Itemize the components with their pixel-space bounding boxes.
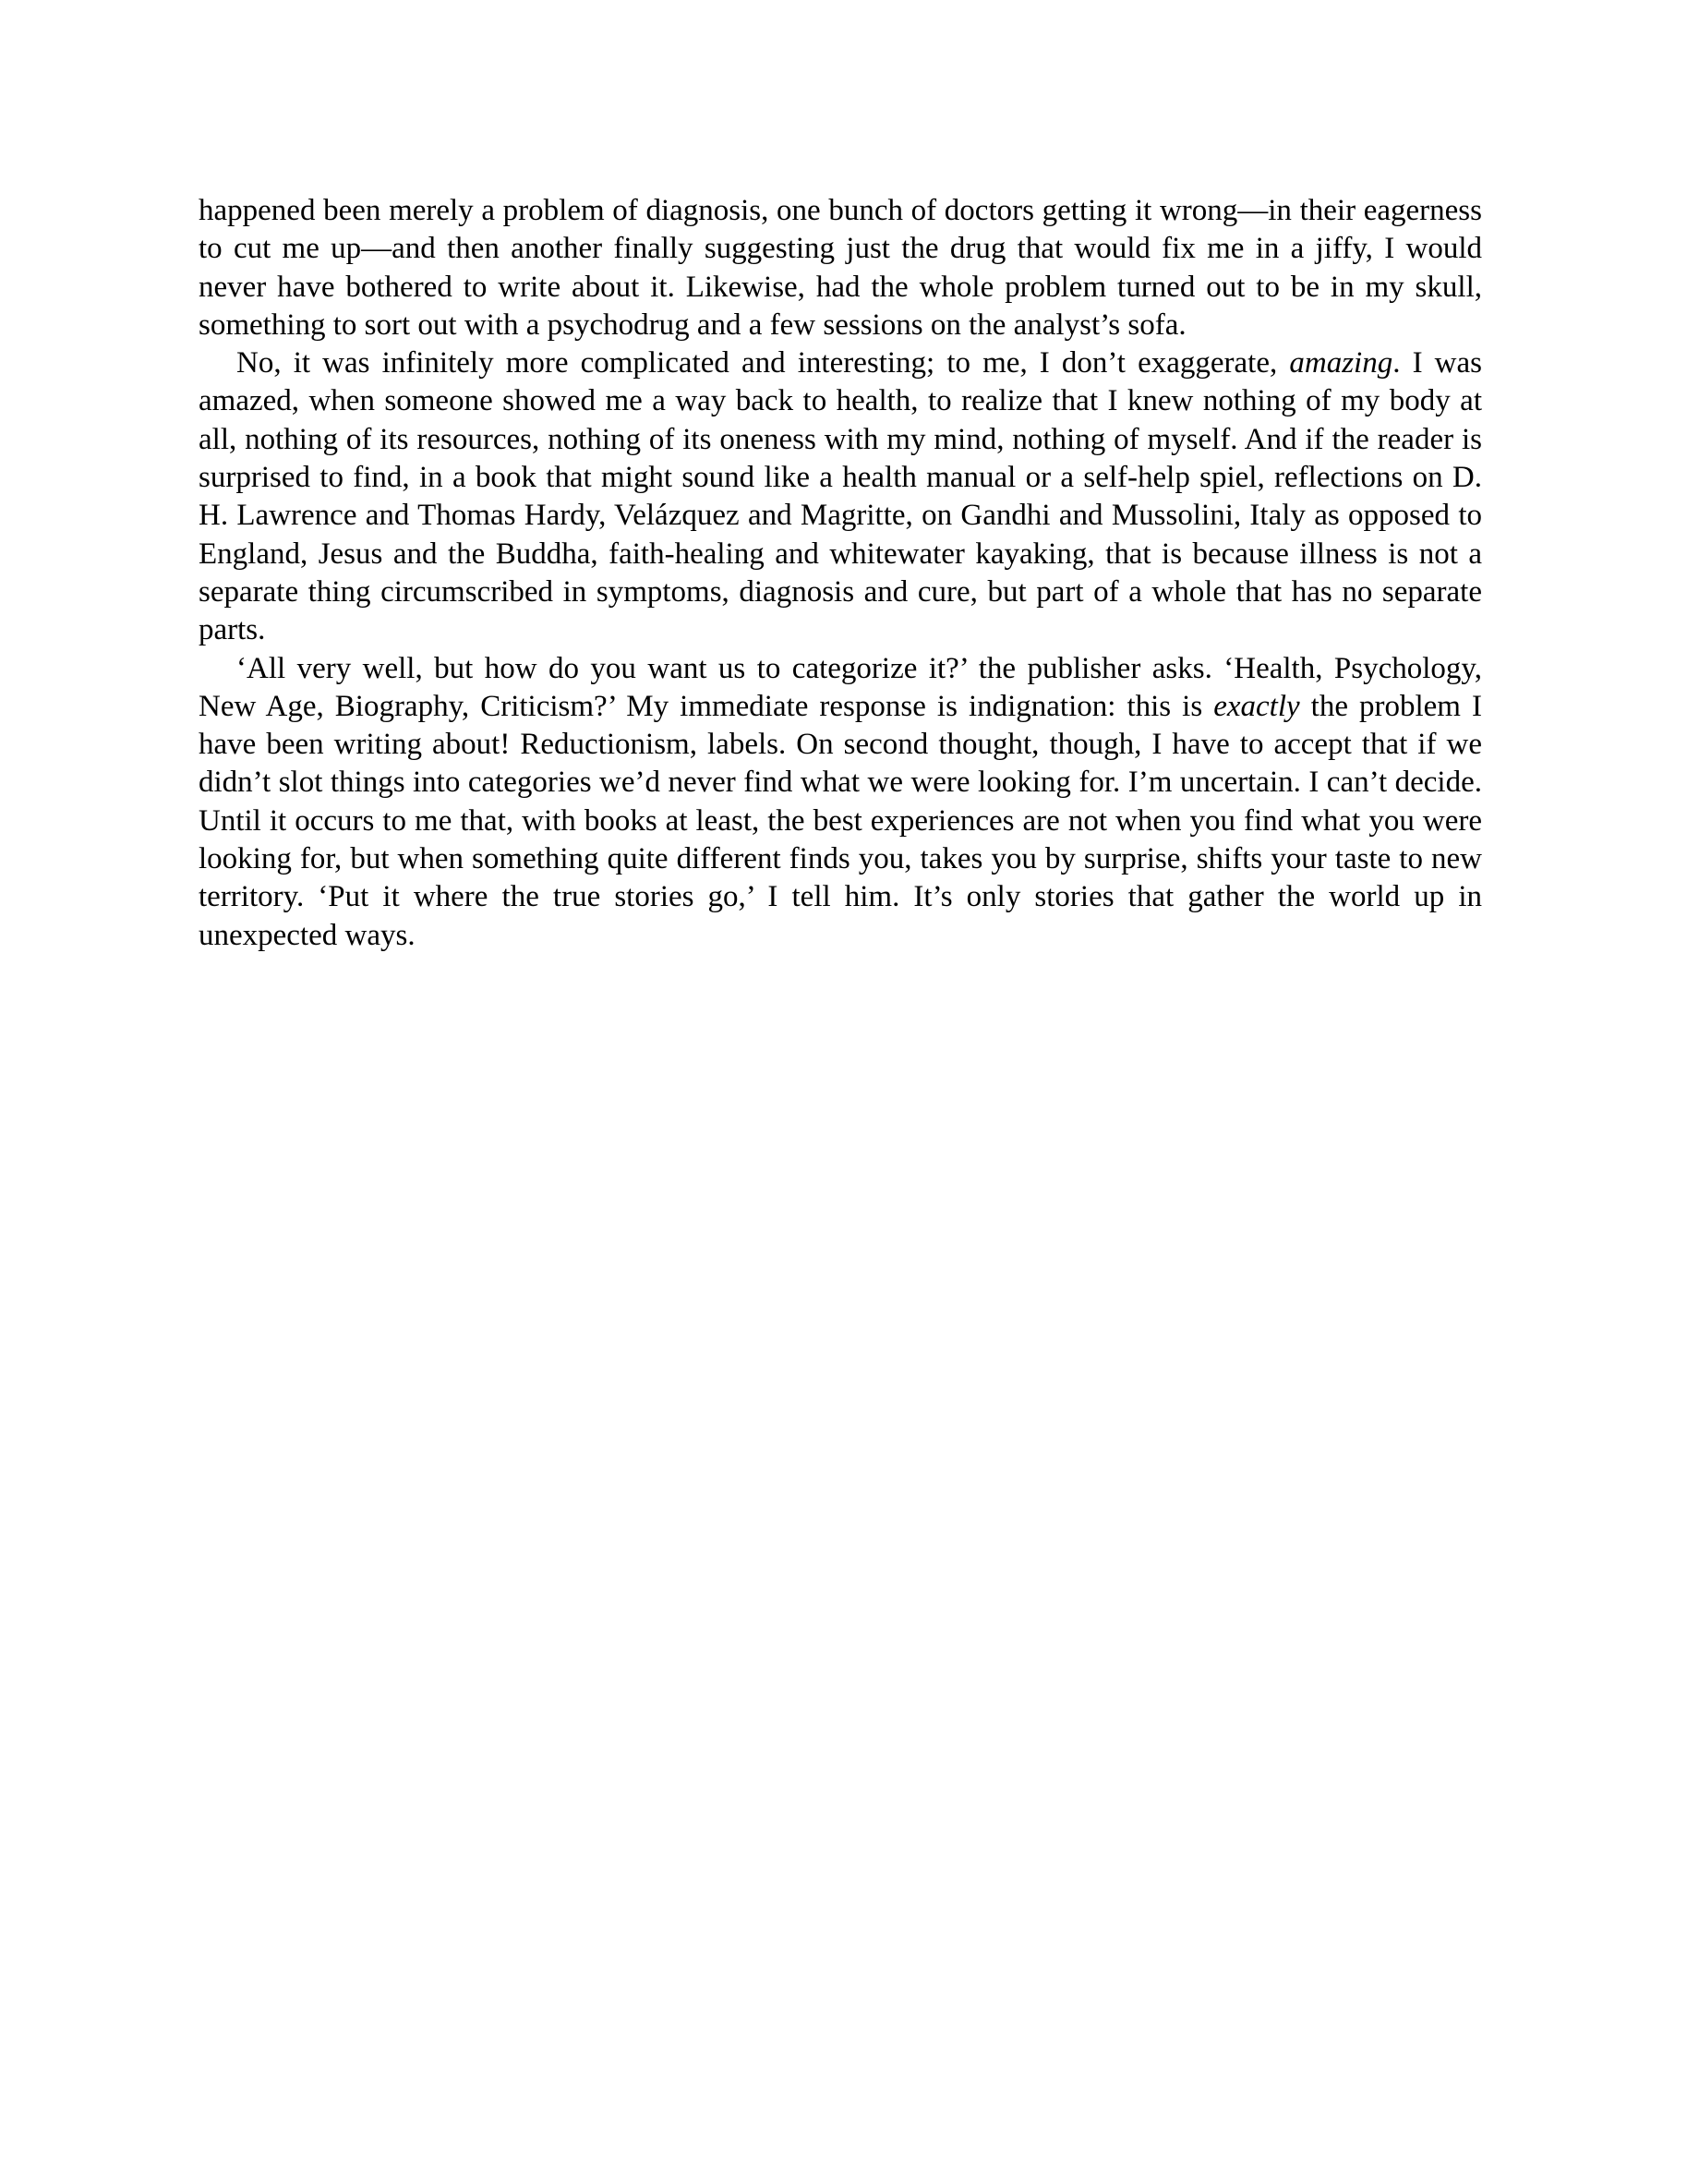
paragraph-3 — [199, 650, 1482, 955]
paragraph-2-text-after: . I was amazed, when someone showed me a way back to health, to realize that I knew nothing of my body at all, nothing of its resources, nothing of its oneness with my mind, nothing of myself. And if the reader is surprised to find, in a book that might sound like a health manual or a self-help spiel, reflections on D. H. Lawrence and Thomas Hardy, Velázquez and Magritte, on Gandhi and Mussolini, Italy as opposed to England, Jesus and the Buddha, faith-healing and whitewater kayaking, that is because illness is not a separate thing circumscribed in symptoms, diagnosis and cure, but part of a whole that has no separate parts. — [199, 346, 1482, 647]
paragraph-2-text-before: No, it was infinitely more complicated and interesting; to me, I don’t exaggerate, — [236, 346, 1290, 380]
paragraph-3-italic-word: exactly — [1213, 689, 1300, 723]
paragraph-2 — [199, 344, 1482, 649]
paragraph-3-text-before: ‘All very well, but how do you want us to categorize it?’ the publisher asks. ‘Health, Psychology, New Age, Biography, Criticism?’ My immediate response is indignation: this is — [199, 651, 1482, 723]
paragraph-1 — [199, 192, 1482, 344]
paragraph-1-text: happened been merely a problem of diagnosis, one bunch of doctors getting it wrong—in their eagerness to cut me up—and then another finally suggesting just the drug that would fix me in a jiffy, I would never have bothered to write about it. Likewise, had the whole problem turned out to be in my skull, something to sort out with a psychodrug and a few sessions on the analyst’s sofa. — [199, 194, 1482, 342]
paragraph-2-italic-word: amazing — [1289, 346, 1393, 380]
paragraph-3-text-after: the problem I have been writing about! Reductionism, labels. On second thought, though, I have to accept that if we didn’t slot things into categories we’d never find what we were looking for. I’m uncertain. I can’t decide. Until it occurs to me that, with books at least, the best experiences are not when you find what you were looking for, but when something quite different finds you, takes you by surprise, shifts your taste to new territory. ‘Put it where the true stories go,’ I tell him. It’s only stories that gather the world up in unexpected ways. — [199, 689, 1482, 952]
page-body — [199, 192, 1482, 955]
